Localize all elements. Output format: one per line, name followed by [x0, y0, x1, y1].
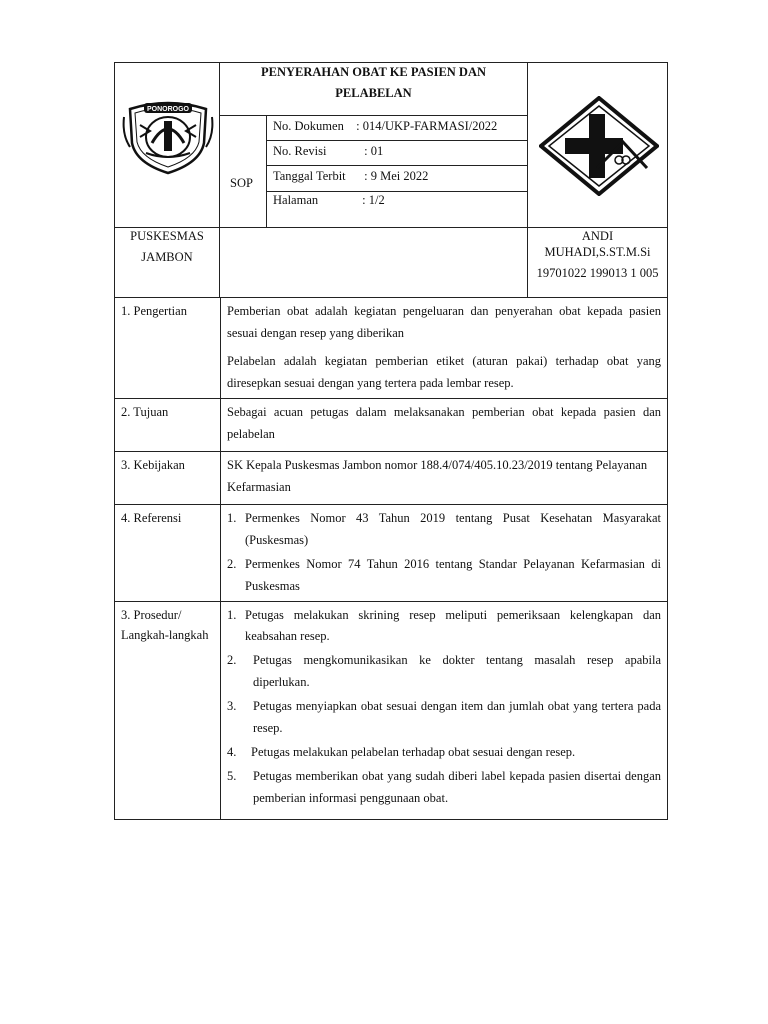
section-content	[221, 298, 668, 399]
item-text: Petugas mengkomunikasikan ke dokter tentang masalah resep apabila diperlukan.	[253, 653, 661, 690]
item-text: Petugas melakukan pelabelan terhadap obat sesuai dengan resep.	[251, 744, 576, 759]
org-name: PUSKESMAS JAMBON	[130, 229, 204, 265]
section-label: 1. Pengertian	[115, 298, 221, 399]
list-item	[227, 696, 661, 740]
sop-label: SOP	[230, 176, 253, 190]
meta-label: No. Revisi	[273, 144, 327, 158]
list-item	[227, 742, 661, 764]
org-cell	[114, 227, 220, 298]
signer-name: ANDI MUHADI,S.ST.M.Si	[544, 229, 651, 260]
section-row	[115, 452, 668, 505]
section-content	[221, 452, 668, 505]
emblem-lettering: PONOROGO	[146, 106, 190, 113]
paragraph: Pemberian obat adalah kegiatan pengeluaran dan penyerahan obat kepada pasien sesuai dengan resep yang diberikan	[227, 304, 661, 340]
ponorogo-emblem-icon	[120, 95, 216, 177]
item-number: 2.	[227, 653, 237, 668]
item-text: Permenkes Nomor 43 Tahun 2019 tentang Pusat Kesehatan Masyarakat (Puskesmas)	[245, 511, 661, 547]
item-number: 3.	[227, 699, 237, 713]
sop-body-table	[114, 297, 668, 820]
section-content	[221, 601, 668, 819]
list-item	[227, 508, 661, 552]
sop-cell	[219, 115, 267, 228]
kemenkes-logo-icon	[539, 96, 659, 196]
list-item	[227, 766, 661, 810]
item-number: 1.	[227, 607, 237, 622]
meta-sep: :	[364, 169, 368, 183]
item-number: 1.	[227, 511, 237, 525]
section-row	[115, 601, 668, 819]
item-text: Petugas melakukan skrining resep meliputi pemeriksaan kelengkapan dan keabsahan resep.	[245, 607, 661, 644]
sop-header	[114, 62, 668, 227]
title-cell	[219, 62, 528, 116]
meta-label: No. Dokumen	[273, 119, 344, 133]
section-content	[221, 505, 668, 602]
meta-label: Tanggal Terbit	[273, 169, 346, 183]
item-number: 2.	[227, 556, 237, 571]
meta-row-dokumen	[266, 115, 528, 141]
section-label: 2. Tujuan	[115, 399, 221, 452]
signer-cell	[527, 227, 668, 298]
meta-value: 9 Mei 2022	[370, 169, 429, 183]
item-number: 5.	[227, 768, 237, 783]
sop-document	[114, 62, 668, 820]
meta-row-revisi	[266, 140, 528, 166]
meta-sep: :	[356, 119, 360, 133]
item-number: 4.	[227, 744, 237, 759]
meta-row-halaman	[266, 191, 528, 228]
right-logo-cell	[527, 62, 668, 228]
procedure-list	[227, 605, 661, 810]
meta-value: 1/2	[368, 193, 385, 207]
paragraph: SK Kepala Puskesmas Jambon nomor 188.4/074/405.10.23/2019 tentang Pelayanan Kefarmasian	[227, 458, 648, 494]
section-row	[115, 399, 668, 452]
paragraph: Pelabelan adalah kegiatan pemberian etiket (aturan pakai) terhadap obat yang diresepkan sesuai dengan yang tertera pada lembar resep.	[227, 353, 661, 390]
section-label: 3. Prosedur/ Langkah-langkah	[115, 601, 221, 819]
section-label: 4. Referensi	[115, 505, 221, 602]
meta-value: 014/UKP-FARMASI/2022	[362, 119, 498, 133]
item-text: Petugas memberikan obat yang sudah diberi label kepada pasien disertai dengan pemberian informasi penggunaan obat.	[253, 768, 661, 805]
item-text: Petugas menyiapkan obat sesuai dengan item dan jumlah obat yang tertera pada resep.	[253, 699, 661, 735]
section-row	[115, 505, 668, 602]
document-title: PENYERAHAN OBAT KE PASIEN DAN PELABELAN	[260, 65, 487, 101]
meta-value: 01	[370, 144, 384, 158]
section-label: 3. Kebijakan	[115, 452, 221, 505]
list-item	[227, 605, 661, 649]
left-logo-cell	[114, 62, 220, 228]
section-row	[115, 298, 668, 399]
meta-row-terbit	[266, 165, 528, 192]
meta-label: Halaman	[273, 193, 319, 207]
meta-sep: :	[364, 144, 368, 158]
meta-sep: :	[362, 193, 366, 207]
list-item	[227, 554, 661, 598]
signer-nip: 19701022 199013 1 005	[536, 265, 659, 280]
section-content	[221, 399, 668, 452]
reference-list	[227, 508, 661, 598]
item-text: Permenkes Nomor 74 Tahun 2016 tentang Standar Pelayanan Kefarmasian di Puskesmas	[245, 556, 661, 593]
empty-center-cell	[219, 227, 528, 298]
org-row	[114, 227, 668, 297]
paragraph: Sebagai acuan petugas dalam melaksanakan pemberian obat kepada pasien dan pelabelan	[227, 405, 661, 441]
list-item	[227, 650, 661, 694]
